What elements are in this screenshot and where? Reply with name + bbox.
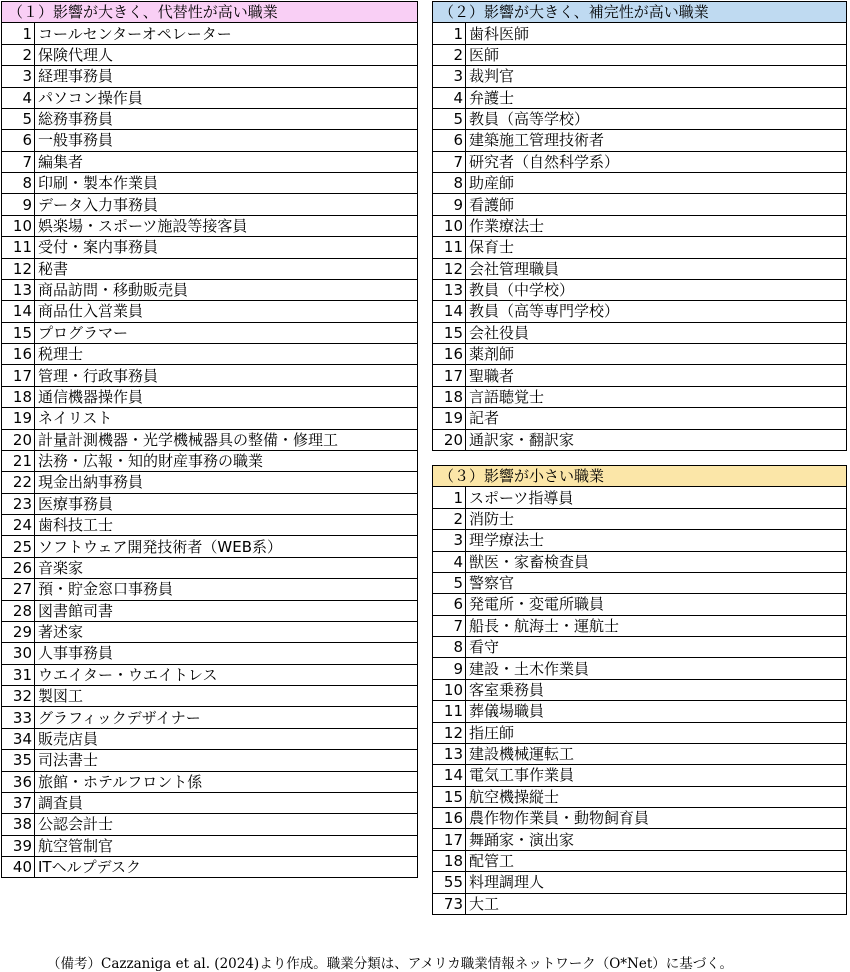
table-row [433, 893, 847, 914]
table-row [433, 279, 847, 300]
rank-cell: 8 [433, 637, 466, 658]
table-row [2, 108, 418, 129]
rank-cell: 8 [2, 173, 35, 194]
occupation-cell: 会社役員 [466, 322, 847, 343]
rank-cell: 15 [2, 322, 35, 343]
rank-cell: 26 [2, 557, 35, 578]
table-row [2, 87, 418, 108]
table-row [2, 664, 418, 685]
occupation-cell: スポーツ指導員 [466, 487, 847, 508]
rank-cell: 18 [2, 386, 35, 407]
occupation-cell: 料理調理人 [466, 872, 847, 893]
table-row [2, 771, 418, 792]
rank-cell: 73 [433, 893, 466, 914]
table-row [2, 66, 418, 87]
table-row [433, 322, 847, 343]
rank-cell: 28 [2, 600, 35, 621]
occupation-cell: 理学療法士 [466, 530, 847, 551]
rank-cell: 4 [433, 87, 466, 108]
table-low-impact [432, 465, 847, 915]
rank-cell: 11 [433, 701, 466, 722]
occupation-cell: 農作物作業員・動物飼育員 [466, 808, 847, 829]
table-high-impact-complementary [432, 1, 847, 451]
table-row [2, 344, 418, 365]
rank-cell: 2 [433, 44, 466, 65]
occupation-cell: 図書館司書 [35, 600, 418, 621]
rank-cell: 16 [433, 808, 466, 829]
rank-cell: 22 [2, 472, 35, 493]
occupation-cell: プログラマー [35, 322, 418, 343]
occupation-cell: 配管工 [466, 850, 847, 871]
table-row [2, 215, 418, 236]
table-row [433, 258, 847, 279]
rank-cell: 7 [433, 615, 466, 636]
rank-cell: 35 [2, 750, 35, 771]
occupation-cell: 教員（中学校） [466, 279, 847, 300]
table-row [2, 472, 418, 493]
table-row [2, 792, 418, 813]
occupation-cell: 人事事務員 [35, 643, 418, 664]
table-high-impact-substitutable [1, 1, 418, 878]
occupation-cell: 通訳家・翻訳家 [466, 429, 847, 450]
rank-cell: 32 [2, 686, 35, 707]
occupation-cell: 管理・行政事務員 [35, 365, 418, 386]
occupation-cell: 公認会計士 [35, 814, 418, 835]
occupation-cell: 教員（高等専門学校） [466, 301, 847, 322]
rank-cell: 29 [2, 621, 35, 642]
table-row [433, 850, 847, 871]
table-row [2, 151, 418, 172]
occupation-cell: 弁護士 [466, 87, 847, 108]
rank-cell: 16 [433, 344, 466, 365]
occupation-cell: 通信機器操作員 [35, 386, 418, 407]
occupation-cell: 薬剤師 [466, 344, 847, 365]
occupation-cell: 助産師 [466, 173, 847, 194]
occupation-cell: 医師 [466, 44, 847, 65]
rank-cell: 33 [2, 707, 35, 728]
occupation-cell: 預・貯金窓口事務員 [35, 579, 418, 600]
rank-cell: 14 [433, 765, 466, 786]
table-row [433, 130, 847, 151]
table-header: （２）影響が大きく、補完性が高い職業 [433, 2, 847, 23]
rank-cell: 21 [2, 450, 35, 471]
table-row [2, 301, 418, 322]
table-row [2, 515, 418, 536]
table-row [433, 386, 847, 407]
rank-cell: 7 [433, 151, 466, 172]
occupation-cell: ITヘルプデスク [35, 857, 418, 878]
occupation-cell: 印刷・製本作業員 [35, 173, 418, 194]
occupation-cell: 会社管理職員 [466, 258, 847, 279]
table-row [433, 829, 847, 850]
occupation-cell: パソコン操作員 [35, 87, 418, 108]
table-row [2, 44, 418, 65]
occupation-cell: 司法書士 [35, 750, 418, 771]
table-row [2, 857, 418, 878]
table-row [433, 66, 847, 87]
occupation-cell: 記者 [466, 408, 847, 429]
table-row [433, 408, 847, 429]
rank-cell: 11 [2, 237, 35, 258]
occupation-cell: 音楽家 [35, 557, 418, 578]
table-row [433, 637, 847, 658]
occupation-cell: 法務・広報・知的財産事務の職業 [35, 450, 418, 471]
rank-cell: 3 [433, 66, 466, 87]
table-row [433, 594, 847, 615]
rank-cell: 6 [433, 594, 466, 615]
table-row [433, 743, 847, 764]
occupation-cell: 著述家 [35, 621, 418, 642]
occupation-cell: 商品仕入営業員 [35, 301, 418, 322]
occupation-cell: ウエイター・ウエイトレス [35, 664, 418, 685]
occupation-cell: 建築施工管理技術者 [466, 130, 847, 151]
table-row [433, 530, 847, 551]
occupation-cell: 研究者（自然科学系） [466, 151, 847, 172]
table-row [2, 429, 418, 450]
rank-cell: 18 [433, 386, 466, 407]
table-row [2, 237, 418, 258]
table-row [2, 707, 418, 728]
table-row [2, 173, 418, 194]
rank-cell: 8 [433, 173, 466, 194]
rank-cell: 12 [2, 258, 35, 279]
occupation-cell: 旅館・ホテルフロント係 [35, 771, 418, 792]
table-row [2, 557, 418, 578]
table-row [2, 279, 418, 300]
rank-cell: 5 [433, 108, 466, 129]
rank-cell: 17 [2, 365, 35, 386]
occupation-cell: 客室乗務員 [466, 679, 847, 700]
table-row [2, 643, 418, 664]
occupation-cell: ソフトウェア開発技術者（WEB系） [35, 536, 418, 557]
occupation-cell: 商品訪問・移動販売員 [35, 279, 418, 300]
rank-cell: 20 [2, 429, 35, 450]
occupation-cell: 販売店員 [35, 728, 418, 749]
rank-cell: 13 [2, 279, 35, 300]
table-row [433, 487, 847, 508]
rank-cell: 11 [433, 237, 466, 258]
rank-cell: 40 [2, 857, 35, 878]
occupation-cell: 舞踊家・演出家 [466, 829, 847, 850]
table-row [433, 658, 847, 679]
occupation-cell: 作業療法士 [466, 215, 847, 236]
occupation-cell: データ入力事務員 [35, 194, 418, 215]
rank-cell: 20 [433, 429, 466, 450]
occupation-cell: 聖職者 [466, 365, 847, 386]
table-row [2, 365, 418, 386]
rank-cell: 3 [433, 530, 466, 551]
occupation-cell: 建設・土木作業員 [466, 658, 847, 679]
rank-cell: 15 [433, 786, 466, 807]
rank-cell: 4 [433, 551, 466, 572]
table-row [433, 151, 847, 172]
occupation-cell: 計量計測機器・光学機械器具の整備・修理工 [35, 429, 418, 450]
occupation-cell: コールセンターオペレーター [35, 23, 418, 44]
table-row [433, 301, 847, 322]
occupation-cell: 秘書 [35, 258, 418, 279]
table-row [2, 621, 418, 642]
table-row [2, 728, 418, 749]
table-row [2, 194, 418, 215]
table-row [2, 536, 418, 557]
table-row [433, 508, 847, 529]
table-row [433, 173, 847, 194]
rank-cell: 39 [2, 835, 35, 856]
rank-cell: 4 [2, 87, 35, 108]
table-row [433, 237, 847, 258]
rank-cell: 25 [2, 536, 35, 557]
table-row [2, 600, 418, 621]
occupation-cell: 一般事務員 [35, 130, 418, 151]
rank-cell: 1 [433, 487, 466, 508]
rank-cell: 7 [2, 151, 35, 172]
occupation-cell: 教員（高等学校） [466, 108, 847, 129]
rank-cell: 1 [433, 23, 466, 44]
table-row [433, 44, 847, 65]
table-row [2, 450, 418, 471]
table-row [433, 87, 847, 108]
rank-cell: 2 [2, 44, 35, 65]
table-row [433, 551, 847, 572]
rank-cell: 12 [433, 258, 466, 279]
occupation-cell: 総務事務員 [35, 108, 418, 129]
rank-cell: 14 [433, 301, 466, 322]
table-row [433, 722, 847, 743]
occupation-cell: 指圧師 [466, 722, 847, 743]
rank-cell: 15 [433, 322, 466, 343]
table-row [433, 765, 847, 786]
table-row [433, 23, 847, 44]
table-row [433, 365, 847, 386]
occupation-cell: 調査員 [35, 792, 418, 813]
occupation-cell: ネイリスト [35, 408, 418, 429]
occupation-cell: 編集者 [35, 151, 418, 172]
table-row [2, 322, 418, 343]
rank-cell: 34 [2, 728, 35, 749]
rank-cell: 10 [433, 215, 466, 236]
occupation-cell: 看守 [466, 637, 847, 658]
rank-cell: 5 [2, 108, 35, 129]
table-row [2, 130, 418, 151]
occupation-cell: 看護師 [466, 194, 847, 215]
occupation-cell: 船長・航海士・運航士 [466, 615, 847, 636]
table-row [433, 194, 847, 215]
table-row [433, 872, 847, 893]
table-row [2, 408, 418, 429]
table-row [433, 429, 847, 450]
rank-cell: 27 [2, 579, 35, 600]
table-row [2, 23, 418, 44]
rank-cell: 36 [2, 771, 35, 792]
rank-cell: 10 [2, 215, 35, 236]
rank-cell: 19 [2, 408, 35, 429]
occupation-cell: 言語聴覚士 [466, 386, 847, 407]
rank-cell: 9 [433, 194, 466, 215]
occupation-cell: 医療事務員 [35, 493, 418, 514]
occupation-cell: 大工 [466, 893, 847, 914]
table-header-row [2, 2, 418, 23]
table-row [2, 835, 418, 856]
occupation-cell: 建設機械運転工 [466, 743, 847, 764]
rank-cell: 14 [2, 301, 35, 322]
occupation-cell: 葬儀場職員 [466, 701, 847, 722]
rank-cell: 13 [433, 279, 466, 300]
rank-cell: 5 [433, 572, 466, 593]
table-row [433, 615, 847, 636]
occupation-cell: 製図工 [35, 686, 418, 707]
table-row [433, 572, 847, 593]
rank-cell: 55 [433, 872, 466, 893]
table-row [433, 679, 847, 700]
occupation-cell: 税理士 [35, 344, 418, 365]
occupation-cell: 保険代理人 [35, 44, 418, 65]
occupation-cell: 娯楽場・スポーツ施設等接客員 [35, 215, 418, 236]
occupation-cell: 歯科医師 [466, 23, 847, 44]
table-row [2, 814, 418, 835]
table-row [2, 386, 418, 407]
table-row [433, 701, 847, 722]
rank-cell: 3 [2, 66, 35, 87]
rank-cell: 9 [433, 658, 466, 679]
rank-cell: 23 [2, 493, 35, 514]
table-row [2, 579, 418, 600]
rank-cell: 31 [2, 664, 35, 685]
table-header-row [433, 2, 847, 23]
rank-cell: 30 [2, 643, 35, 664]
rank-cell: 18 [433, 850, 466, 871]
rank-cell: 16 [2, 344, 35, 365]
occupation-cell: 航空機操縦士 [466, 786, 847, 807]
table-header-row [433, 466, 847, 487]
table-row [433, 108, 847, 129]
table-row [433, 344, 847, 365]
occupation-cell: 警察官 [466, 572, 847, 593]
occupation-cell: 消防士 [466, 508, 847, 529]
table-row [433, 808, 847, 829]
occupation-cell: グラフィックデザイナー [35, 707, 418, 728]
occupation-cell: 現金出納事務員 [35, 472, 418, 493]
rank-cell: 13 [433, 743, 466, 764]
occupation-cell: 獣医・家畜検査員 [466, 551, 847, 572]
rank-cell: 2 [433, 508, 466, 529]
rank-cell: 6 [2, 130, 35, 151]
occupation-cell: 発電所・変電所職員 [466, 594, 847, 615]
occupation-cell: 電気工事作業員 [466, 765, 847, 786]
rank-cell: 9 [2, 194, 35, 215]
rank-cell: 17 [433, 829, 466, 850]
rank-cell: 10 [433, 679, 466, 700]
table-header: （１）影響が大きく、代替性が高い職業 [2, 2, 418, 23]
table-row [2, 686, 418, 707]
source-note: （備考）Cazzaniga et al. (2024)より作成。職業分類は、アメリカ職業情報ネットワーク（O*Net）に基づく。 [47, 956, 734, 972]
rank-cell: 6 [433, 130, 466, 151]
rank-cell: 37 [2, 792, 35, 813]
table-row [433, 215, 847, 236]
rank-cell: 19 [433, 408, 466, 429]
occupation-cell: 航空管制官 [35, 835, 418, 856]
occupation-cell: 歯科技工士 [35, 515, 418, 536]
rank-cell: 1 [2, 23, 35, 44]
occupation-cell: 保育士 [466, 237, 847, 258]
occupation-cell: 裁判官 [466, 66, 847, 87]
occupation-cell: 経理事務員 [35, 66, 418, 87]
table-row [2, 258, 418, 279]
occupation-cell: 受付・案内事務員 [35, 237, 418, 258]
rank-cell: 38 [2, 814, 35, 835]
table-row [2, 750, 418, 771]
rank-cell: 24 [2, 515, 35, 536]
rank-cell: 17 [433, 365, 466, 386]
table-row [2, 493, 418, 514]
table-row [433, 786, 847, 807]
table-header: （３）影響が小さい職業 [433, 466, 847, 487]
rank-cell: 12 [433, 722, 466, 743]
